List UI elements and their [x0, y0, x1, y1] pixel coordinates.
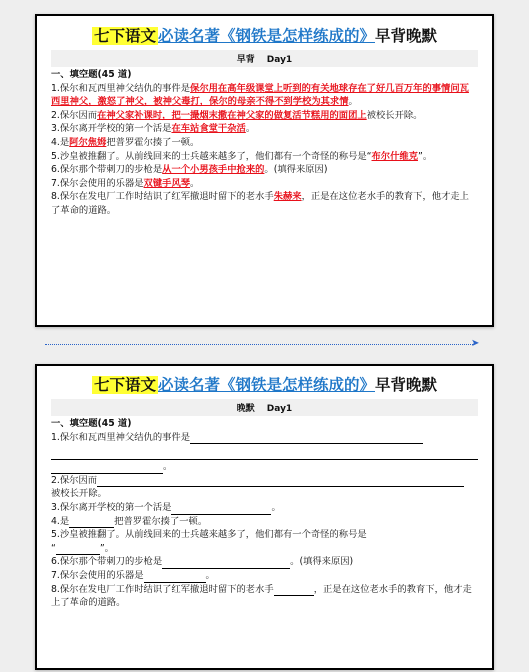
question-text: 6.保尔那个带刺刀的步枪是 [51, 556, 163, 568]
question-text: 。 [245, 123, 256, 135]
title-subject: 七下语文 [93, 27, 156, 45]
question-text: 1.保尔和瓦西里神父结仇的事件是 [51, 82, 191, 94]
answer-text: 阿尔焦姆 [69, 136, 107, 148]
answer-blank[interactable] [171, 504, 271, 515]
morning-content [37, 67, 492, 218]
answer-blank[interactable] [51, 463, 163, 474]
title-mode: 早背晚默 [375, 27, 438, 45]
question-6 [51, 555, 478, 569]
question-5-end [51, 542, 478, 556]
answer-blank[interactable] [162, 558, 290, 569]
answer-text: 布尔什维克 [371, 150, 418, 162]
question-5 [51, 528, 478, 542]
quote-open: “ [366, 150, 372, 162]
quote-close: ”。 [418, 150, 433, 162]
question-text: 4.是 [51, 515, 70, 527]
answer-text: 双键手风琴 [143, 177, 191, 189]
question-text: 8.保尔在发电厂工作时结识了红军撤退时留下的老水手 [51, 583, 274, 595]
question-2-end [51, 487, 478, 501]
question-text: 被校长开除。 [51, 488, 107, 500]
question-text: 。 [163, 461, 173, 473]
question-4 [51, 136, 478, 150]
question-text: 2.保尔因而 [51, 474, 98, 486]
question-3 [51, 122, 478, 136]
title-book-link[interactable]: 必读名著《钢铁是怎样练成的》 [157, 376, 375, 394]
question-text: 。 [348, 96, 358, 108]
question-2 [51, 474, 478, 488]
page-title [37, 24, 492, 46]
separator-dotted-line [45, 344, 473, 345]
question-text: 8.保尔在发电厂工作时结识了红军撤退时留下的老水手 [51, 191, 274, 203]
question-text: 2.保尔因而 [51, 109, 98, 121]
quote-open: “ [51, 542, 56, 554]
evening-content [37, 416, 492, 610]
question-text: 5.沙皇被推翻了。从前线回来的士兵越来越多了，他们都有一个奇怪的称号是 [51, 529, 367, 541]
question-text: 把普罗霍尔揍了一顿。 [106, 136, 200, 148]
answer-blank[interactable] [56, 544, 100, 555]
session-label: 晚默 [236, 404, 255, 414]
session-header [51, 399, 478, 416]
question-text: 4.是 [51, 136, 70, 148]
answer-blank[interactable] [274, 585, 314, 596]
question-text: 。(填得来原因) [290, 556, 354, 568]
answer-blank[interactable] [190, 433, 423, 444]
question-text: 被校长开除。 [366, 109, 423, 121]
answer-blank[interactable] [144, 572, 206, 583]
session-label: 早背 [236, 55, 255, 65]
question-text: 1.保尔和瓦西里神父结仇的事件是 [51, 431, 191, 443]
answer-blank[interactable] [69, 517, 114, 528]
question-text: 。 [190, 177, 200, 189]
question-text: 。 [271, 501, 281, 513]
question-text: 7.保尔会使用的乐器是 [51, 177, 144, 189]
session-header [51, 50, 478, 67]
title-mode: 早背晚默 [375, 376, 438, 394]
answer-text: 保尔用在高年级课堂上听到的有关地球存在了好几百万年的事情问瓦西里神父，激怒了神父，被神父毒打，保尔的母亲不得不到学校为其求情 [51, 82, 469, 108]
question-1-end [51, 460, 478, 474]
answer-blank[interactable] [97, 476, 464, 487]
question-6 [51, 163, 478, 177]
question-text: 3.保尔离开学校的第一个活是 [51, 123, 172, 135]
question-1 [51, 431, 478, 445]
question-text: 7.保尔会使用的乐器是 [51, 569, 144, 581]
title-subject: 七下语文 [93, 376, 156, 394]
question-7 [51, 177, 478, 191]
evening-card [35, 364, 494, 670]
section-heading: 一、填空题(45 道) [51, 69, 132, 80]
question-7 [51, 569, 478, 583]
answer-text: 从一个小男孩手中抢来的 [162, 164, 265, 176]
question-text: 5.沙皇被推翻了。从前线回来的士兵越来越多了，他们都有一个奇怪的称号是 [51, 150, 367, 162]
session-day: Day1 [266, 404, 293, 414]
page-title [37, 373, 492, 395]
morning-card [35, 14, 494, 327]
answer-text: 朱赫来 [273, 191, 302, 203]
question-3 [51, 501, 478, 515]
answer-text: 在车站食堂干杂活 [171, 123, 246, 135]
question-5 [51, 150, 478, 164]
section-heading: 一、填空题(45 道) [51, 418, 132, 429]
quote-close: ”。 [99, 542, 114, 554]
question-text: 。(填得来原因) [264, 164, 328, 176]
question-text: ，正是在这位老水手的教育下，他才走上了革命的道路。 [51, 191, 469, 216]
question-8 [51, 583, 478, 610]
question-text: 3.保尔离开学校的第一个活是 [51, 501, 172, 513]
question-1 [51, 82, 478, 109]
session-day: Day1 [266, 55, 293, 65]
arrow-right-icon: ➤ [471, 338, 480, 349]
question-text: 把普罗霍尔揍了一顿。 [114, 515, 208, 527]
question-text: 。 [205, 569, 215, 581]
answer-blank-line[interactable] [51, 444, 478, 460]
question-2 [51, 109, 478, 123]
answer-text: 在神父家补课时，把一撮烟末撒在神父家的做复活节糕用的面团上 [97, 109, 367, 121]
title-book-link[interactable]: 必读名著《钢铁是怎样练成的》 [157, 27, 375, 45]
question-text: 6.保尔那个带刺刀的步枪是 [51, 164, 163, 176]
question-4 [51, 515, 478, 529]
question-text: ，正是在这位老水手的教育下，他才走上了革命的道路。 [51, 583, 472, 609]
question-8 [51, 190, 478, 217]
